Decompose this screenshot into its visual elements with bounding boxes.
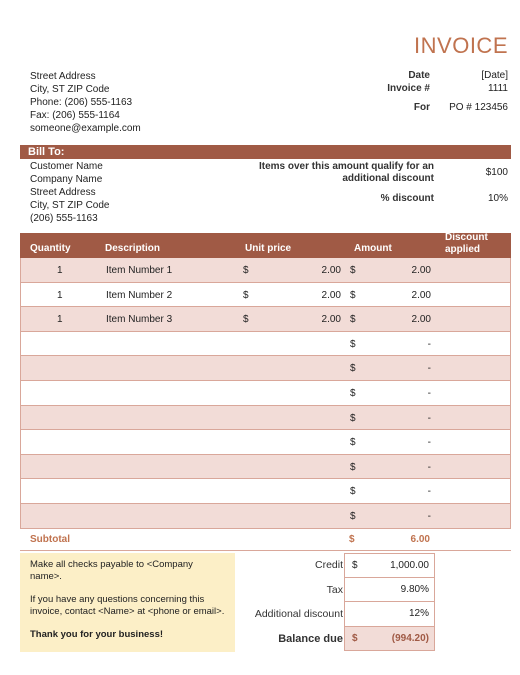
date-value: [Date]: [481, 70, 508, 81]
row-amount-currency: $: [350, 461, 356, 473]
row-quantity: 1: [57, 265, 63, 276]
row-amount-currency: $: [350, 510, 356, 522]
tax-value: 9.80%: [400, 583, 429, 595]
row-amount: -: [427, 387, 431, 399]
tax-field[interactable]: [344, 578, 435, 603]
row-amount-currency: $: [350, 363, 356, 375]
row-description: Item Number 1: [106, 265, 173, 276]
sender-address: [30, 70, 141, 135]
credit-value: 1,000.00: [390, 560, 429, 571]
sender-street: Street Address: [30, 71, 96, 82]
for-value: PO # 123456: [449, 102, 508, 113]
row-amount: 2.00: [411, 314, 431, 326]
table-row[interactable]: [20, 455, 511, 480]
row-amount: -: [427, 437, 431, 449]
customer-phone: (206) 555-1163: [30, 213, 98, 224]
thank-you-note: Thank you for your business!: [30, 629, 164, 640]
row-unit-price: 2.00: [321, 265, 341, 276]
row-amount-currency: $: [350, 314, 356, 326]
row-amount: -: [427, 412, 431, 424]
customer-city: City, ST ZIP Code: [30, 200, 110, 211]
checks-payable-note: Make all checks payable to <Company name>.: [30, 559, 193, 582]
row-amount-currency: $: [350, 338, 356, 350]
row-amount: 2.00: [411, 265, 431, 276]
customer-name: Customer Name: [30, 161, 103, 172]
table-row[interactable]: [20, 307, 511, 332]
table-row[interactable]: [20, 406, 511, 431]
row-amount: -: [427, 461, 431, 473]
row-quantity: 1: [57, 314, 63, 326]
tax-label: Tax: [326, 583, 343, 596]
balance-due-row: [235, 627, 435, 652]
header-description: Description: [105, 243, 161, 254]
subtotal-currency: $: [349, 533, 355, 545]
questions-note: If you have any questions concerning this invoice, contact <Name> at <phone or email>.: [30, 594, 225, 617]
row-amount: -: [427, 338, 431, 350]
row-amount-currency: $: [350, 387, 356, 399]
invoice-number-value: 1111: [487, 83, 508, 94]
table-row[interactable]: [20, 479, 511, 504]
subtotal-value: 6.00: [410, 533, 430, 545]
sender-city: City, ST ZIP Code: [30, 84, 110, 95]
table-row[interactable]: [20, 504, 511, 529]
credit-row: [235, 553, 435, 578]
totals-panel: [235, 553, 435, 651]
invoice-number-row: [248, 83, 508, 96]
subtotal-label: Subtotal: [30, 533, 70, 545]
additional-discount-value: 12%: [408, 608, 429, 620]
table-body: [20, 258, 511, 529]
row-amount: -: [427, 510, 431, 522]
row-unit-price: 2.00: [321, 289, 341, 301]
table-row[interactable]: [20, 258, 511, 283]
discount-percent-value: 10%: [487, 193, 508, 204]
row-unit-currency: $: [243, 265, 249, 276]
discount-threshold-value: $100: [485, 167, 508, 178]
sender-phone: Phone: (206) 555-1163: [30, 97, 133, 108]
table-row[interactable]: [20, 381, 511, 406]
additional-discount-label: Additional discount: [254, 608, 343, 621]
for-label: For: [413, 102, 430, 113]
customer-address: [30, 160, 109, 225]
table-row[interactable]: [20, 430, 511, 455]
credit-field[interactable]: [344, 553, 435, 578]
credit-currency: $: [352, 560, 358, 571]
discount-threshold-note: Items over this amount qualify for an additional discount: [258, 161, 434, 184]
row-amount-currency: $: [350, 265, 356, 276]
row-amount: -: [427, 363, 431, 375]
header-unit-price: Unit price: [245, 243, 292, 254]
table-row[interactable]: [20, 283, 511, 308]
row-description: Item Number 2: [106, 289, 173, 301]
balance-due-value: (994.20): [391, 632, 429, 644]
table-row[interactable]: [20, 356, 511, 381]
date-label: Date: [408, 70, 430, 81]
row-quantity: 1: [57, 289, 63, 301]
row-unit-price: 2.00: [321, 314, 341, 326]
date-row: [248, 70, 508, 83]
balance-due-label: Balance due: [278, 632, 343, 645]
notes-box: [20, 553, 235, 652]
row-unit-currency: $: [243, 289, 249, 301]
row-amount: -: [427, 486, 431, 498]
balance-due-field: [344, 627, 435, 652]
invoice-number-label: Invoice #: [387, 83, 430, 94]
line-items-table: [20, 233, 511, 551]
row-amount: 2.00: [411, 289, 431, 301]
sender-fax: Fax: (206) 555-1164: [30, 110, 120, 121]
tax-row: [235, 578, 435, 603]
row-amount-currency: $: [350, 486, 356, 498]
customer-street: Street Address: [30, 187, 96, 198]
table-row[interactable]: [20, 332, 511, 357]
header-discount-applied: Discount applied: [445, 232, 488, 255]
for-row: [248, 102, 508, 115]
balance-currency: $: [352, 632, 358, 644]
bill-to-heading: Bill To:: [20, 145, 511, 159]
row-description: Item Number 3: [106, 314, 173, 326]
customer-company: Company Name: [30, 174, 103, 185]
invoice-title: INVOICE: [414, 33, 508, 58]
table-header: [20, 233, 511, 258]
subtotal-row: [20, 529, 511, 551]
header-quantity: Quantity: [30, 243, 71, 254]
discount-percent-label: % discount: [380, 193, 434, 204]
row-amount-currency: $: [350, 289, 356, 301]
additional-discount-row: [235, 602, 435, 627]
row-amount-currency: $: [350, 412, 356, 424]
row-unit-currency: $: [243, 314, 249, 326]
row-amount-currency: $: [350, 437, 356, 449]
header-amount: Amount: [354, 243, 392, 254]
credit-label: Credit: [314, 559, 343, 571]
additional-discount-field[interactable]: [344, 602, 435, 627]
sender-email: someone@example.com: [30, 123, 141, 134]
